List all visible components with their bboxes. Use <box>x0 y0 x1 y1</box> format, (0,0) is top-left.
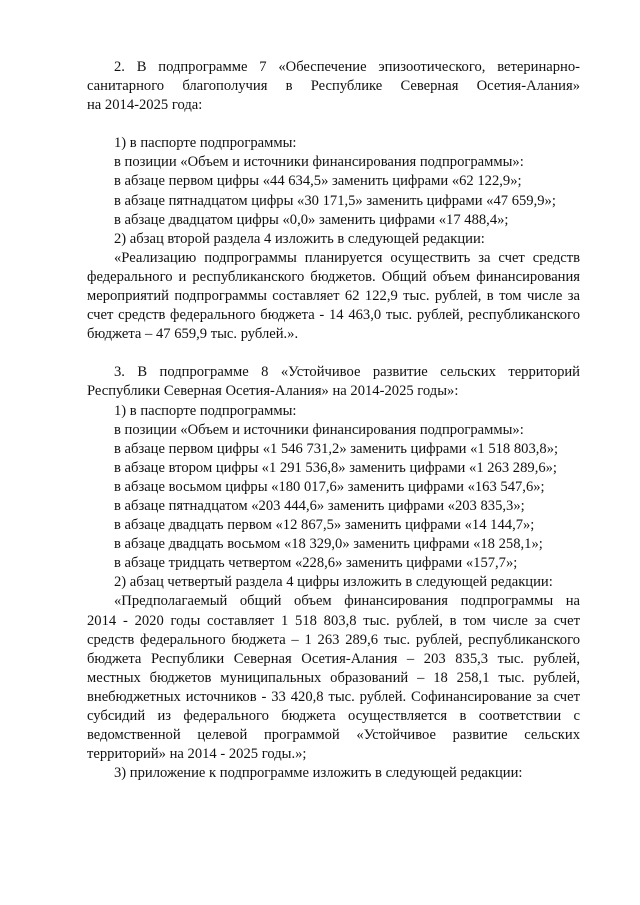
section3-item: в абзаце двадцать восьмом «18 329,0» заменить цифрами «18 258,1»; <box>114 536 543 553</box>
section3-item: 2) абзац четвертый раздела 4 цифры изложить в следующей редакции: <box>114 574 553 591</box>
section2-quote-line: счет средств федерального бюджета - 14 463,0 тыс. рублей, республиканского <box>87 307 580 324</box>
section2-item: 1) в паспорте подпрограммы: <box>114 135 297 152</box>
section2-quote-line: мероприятий подпрограммы составляет 62 122,9 тыс. рублей, в том числе за <box>87 288 580 305</box>
section3-heading-line-2: Республики Северная Осетия-Алания» на 2014-2025 годы»: <box>87 383 459 400</box>
spacer <box>87 115 580 134</box>
section3-item: в абзаце тридцать четвертом «228,6» заменить цифрами «157,7»; <box>114 555 518 572</box>
section2-heading-line-3: на 2014-2025 года: <box>87 97 203 114</box>
section3-item: в позиции «Объем и источники финансирования подпрограммы»: <box>114 421 524 438</box>
section3-item: в абзаце втором цифры «1 291 536,8» заменить цифрами «1 263 289,6»; <box>114 459 557 476</box>
section3-item: 1) в паспорте подпрограммы: <box>114 402 297 419</box>
section3-quote-line: местных бюджетов муниципальных образований – 18 258,1 тыс. рублей, <box>87 669 580 686</box>
spacer <box>87 344 580 363</box>
section3-heading-line-1: 3. В подпрограмме 8 «Устойчивое развитие сельских территорий <box>114 364 580 381</box>
section2-item: в абзаце двадцатом цифры «0,0» заменить цифрами «17 488,4»; <box>114 211 509 228</box>
section2-quote-line: федерального и республиканского бюджетов. Общий объем финансирования <box>87 268 580 285</box>
section2-quote-line: бюджета – 47 659,9 тыс. рублей.». <box>87 326 299 343</box>
section3-quote-line: территорий» на 2014 - 2025 годы.»; <box>87 746 307 763</box>
section3-item: в абзаце двадцать первом «12 867,5» заменить цифрами «14 144,7»; <box>114 517 535 534</box>
section3-quote-line: внебюджетных источников - 33 420,8 тыс. рублей. Софинансирование за счет <box>87 688 580 705</box>
section3-item: в абзаце пятнадцатом «203 444,6» заменить цифрами «203 835,3»; <box>114 497 525 514</box>
section3-item: в абзаце первом цифры «1 546 731,2» заменить цифрами «1 518 803,8»; <box>114 440 559 457</box>
section2-quote-line: «Реализацию подпрограммы планируется осуществить за счет средств <box>114 249 580 266</box>
section3-item: 3) приложение к подпрограмме изложить в следующей редакции: <box>114 765 523 782</box>
section3-quote-line: бюджета Республики Северная Осетия-Алания – 203 835,3 тыс. рублей, <box>87 650 580 667</box>
section2-item: в абзаце пятнадцатом цифры «30 171,5» заменить цифрами «47 659,9»; <box>114 192 556 209</box>
section3-quote-line: средств федерального бюджета – 1 263 289,6 тыс. рублей, республиканского <box>87 631 580 648</box>
document-body <box>87 58 580 783</box>
section2-item: в абзаце первом цифры «44 634,5» заменить цифрами «62 122,9»; <box>114 173 522 190</box>
section3-quote-line: «Предполагаемый общий объем финансирования подпрограммы на <box>114 593 580 610</box>
section3-quote-line: ведомственной целевой программой «Устойчивое развитие сельских <box>87 727 580 744</box>
section3-quote-line: субсидий из федерального бюджета осуществляется в соответствии с <box>87 708 580 724</box>
section2-item: в позиции «Объем и источники финансирования подпрограммы»: <box>114 154 524 171</box>
section3-quote-line: 2014 - 2020 годы составляет 1 518 803,8 тыс. рублей, в том числе за счет <box>87 612 580 629</box>
section3-item: в абзаце восьмом цифры «180 017,6» заменить цифрами «163 547,6»; <box>114 478 545 495</box>
section2-heading-line-1: 2. В подпрограмме 7 «Обеспечение эпизоотического, ветеринарно- <box>114 59 580 75</box>
section2-heading-line-2: санитарного благополучия в Республике Северная Осетия-Алания» <box>87 78 580 95</box>
section2-item: 2) абзац второй раздела 4 изложить в следующей редакции: <box>114 230 485 247</box>
